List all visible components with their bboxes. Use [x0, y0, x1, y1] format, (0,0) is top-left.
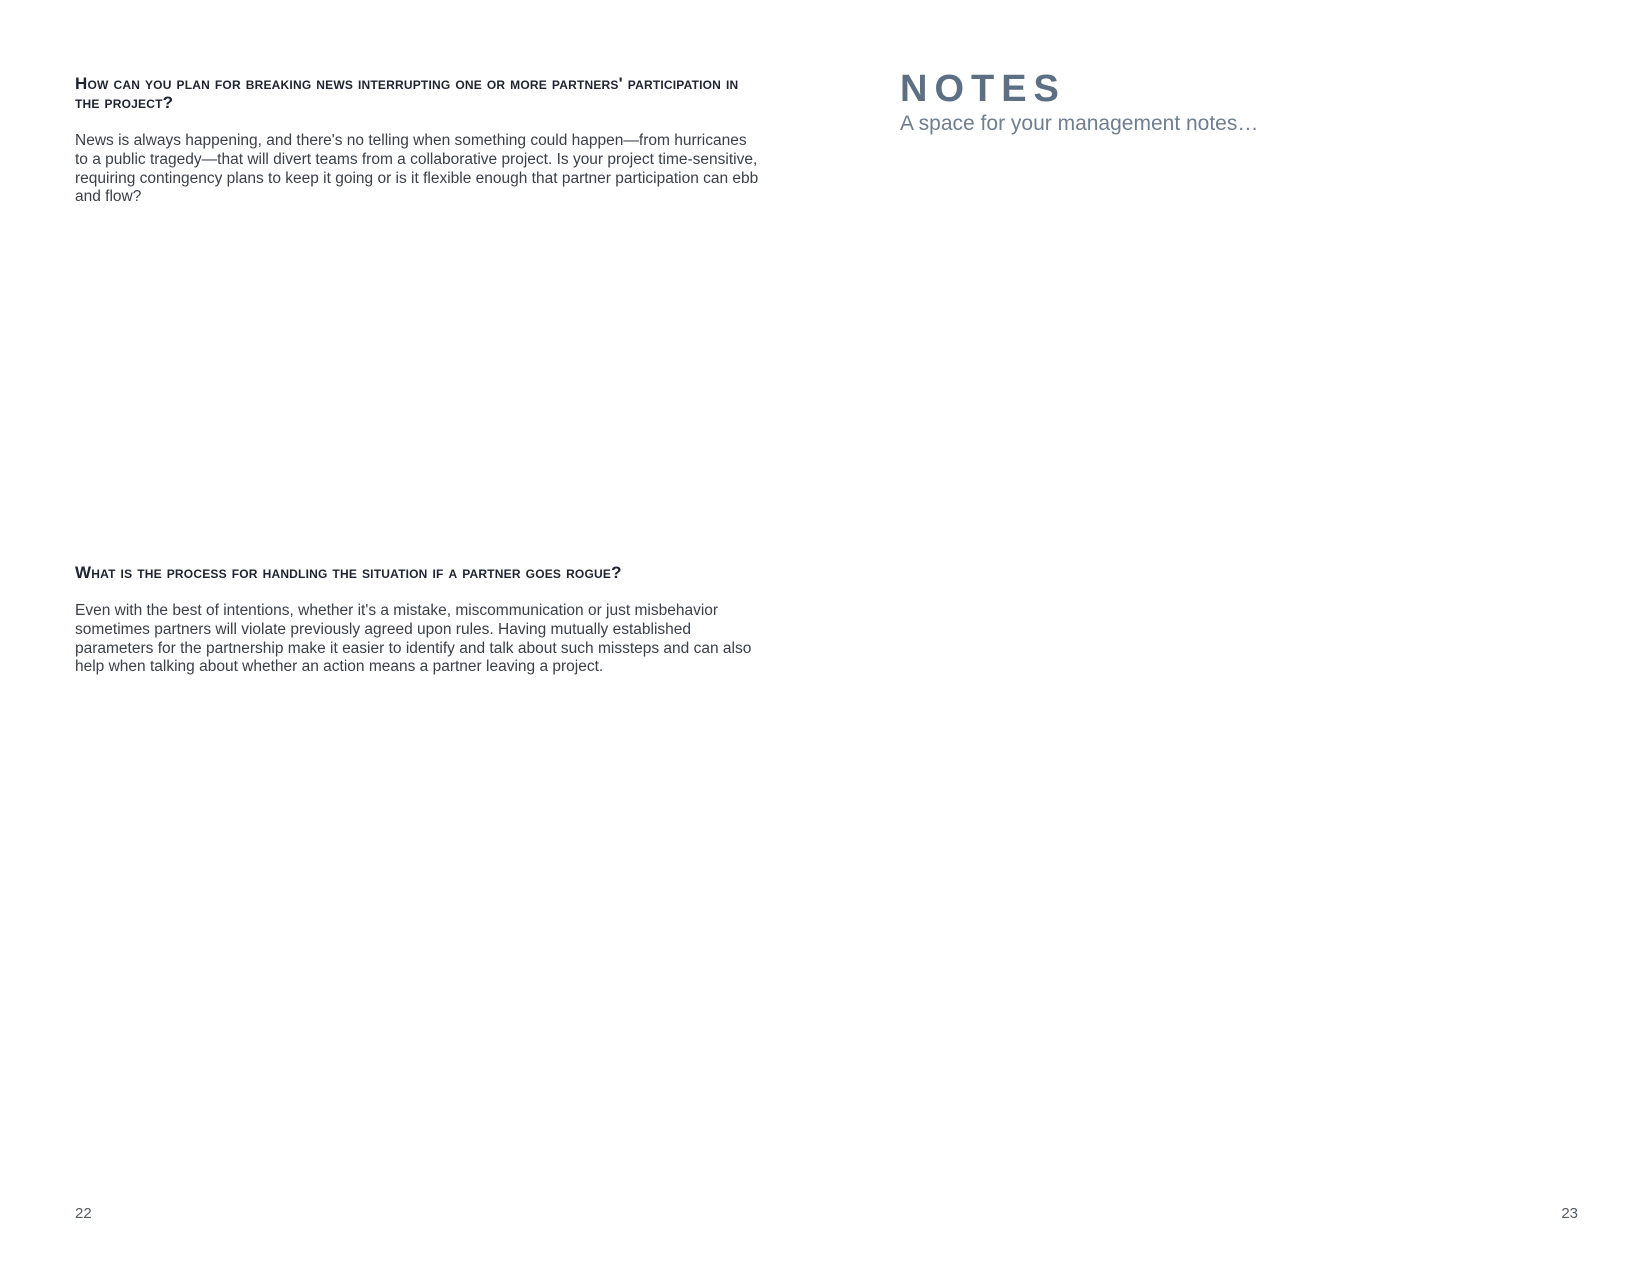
- page-number-right: 23: [1561, 1205, 1578, 1222]
- notes-subtitle: A space for your management notes…: [900, 112, 1259, 135]
- answer-paragraph-rogue-partner: Even with the best of intentions, whether it's a mistake, miscommunication or just misbehavior sometimes partners will violate previously agreed upon rules. Having mutually established parameters for the partnership make it easier to identify and talk about such missteps and can also help when talking about whether an action means a partner leaving a project.: [75, 602, 752, 676]
- right-page: [825, 0, 1650, 1275]
- notes-title: NOTES: [900, 68, 1066, 110]
- question-heading-rogue-partner: What is the process for handling the situation if a partner goes rogue?: [75, 563, 622, 582]
- question-heading-breaking-news: How can you plan for breaking news interrupting one or more partners' participation in the project?: [75, 74, 739, 112]
- page-number-left: 22: [75, 1205, 92, 1222]
- answer-paragraph-breaking-news: News is always happening, and there's no telling when something could happen—from hurricanes to a public tragedy—that will divert teams from a collaborative project. Is your project time-sensitive, requiring contingency plans to keep it going or is it flexible enough that partner participation can ebb and flow?: [75, 132, 759, 206]
